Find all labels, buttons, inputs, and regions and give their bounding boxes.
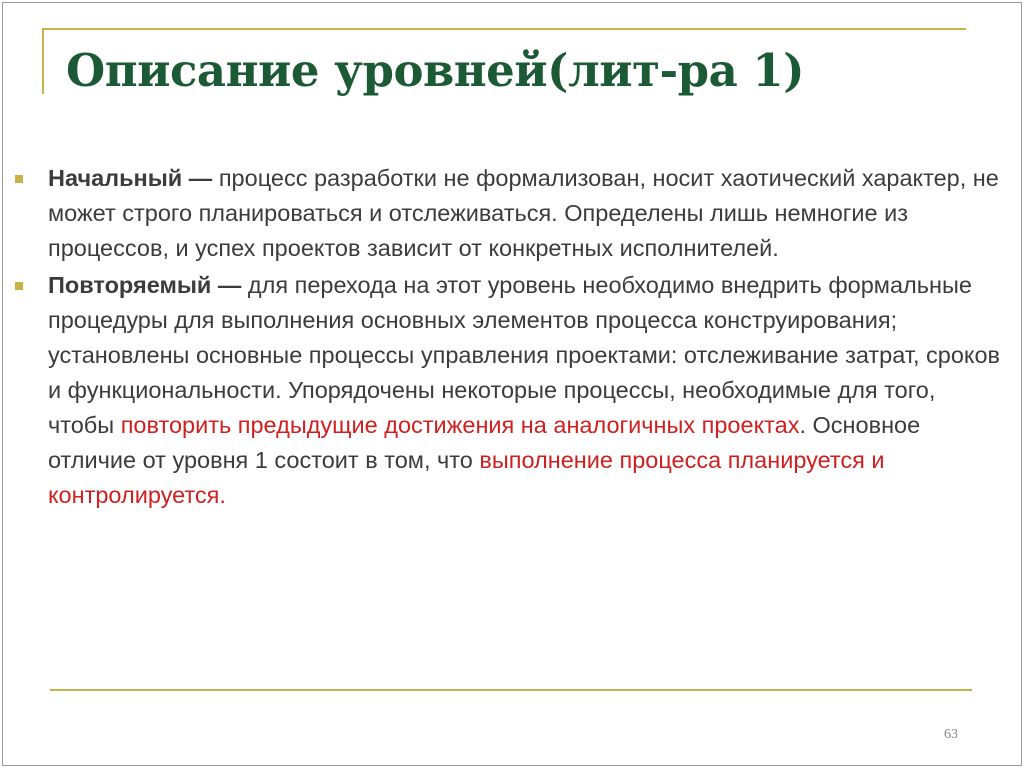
bullet-text: процесс разработки не формализован, носит хаотический характер, не может строго планироваться и отслеживаться. Определены лишь немногие из процессов, и успех проектов зависит от конкретных исполнителей. (48, 165, 999, 261)
bullet-list (48, 161, 1008, 515)
highlighted-text: выполнение процесса планируется и контролируется. (48, 447, 885, 508)
square-bullet-icon (15, 282, 23, 290)
bullet-initial-level (48, 161, 1008, 266)
bullet-repeatable-level (48, 268, 1008, 513)
bullet-text: . Основное отличие от уровня 1 состоит в том, что (48, 412, 921, 473)
term-initial: Начальный — (48, 165, 213, 191)
bottom-accent-line (50, 689, 972, 691)
highlighted-text: повторить предыдущие достижения на аналогичных проектах (120, 412, 800, 438)
left-accent-line (42, 28, 44, 94)
slide-title: Описание уровней(лит-ра 1) (66, 44, 805, 97)
square-bullet-icon (15, 175, 23, 183)
bullet-text: для перехода на этот уровень необходимо внедрить формальные процедуры для выполнения основных элементов процесса конструирования; установлены основные процессы управления проектами: отслеживание затрат, сроков и функциональности. Упорядочены некоторые процессы, необходимые для того, чтобы (48, 272, 1001, 438)
term-repeatable: Повторяемый — (48, 272, 242, 298)
top-accent-line (42, 28, 966, 30)
page-number: 63 (944, 727, 958, 742)
